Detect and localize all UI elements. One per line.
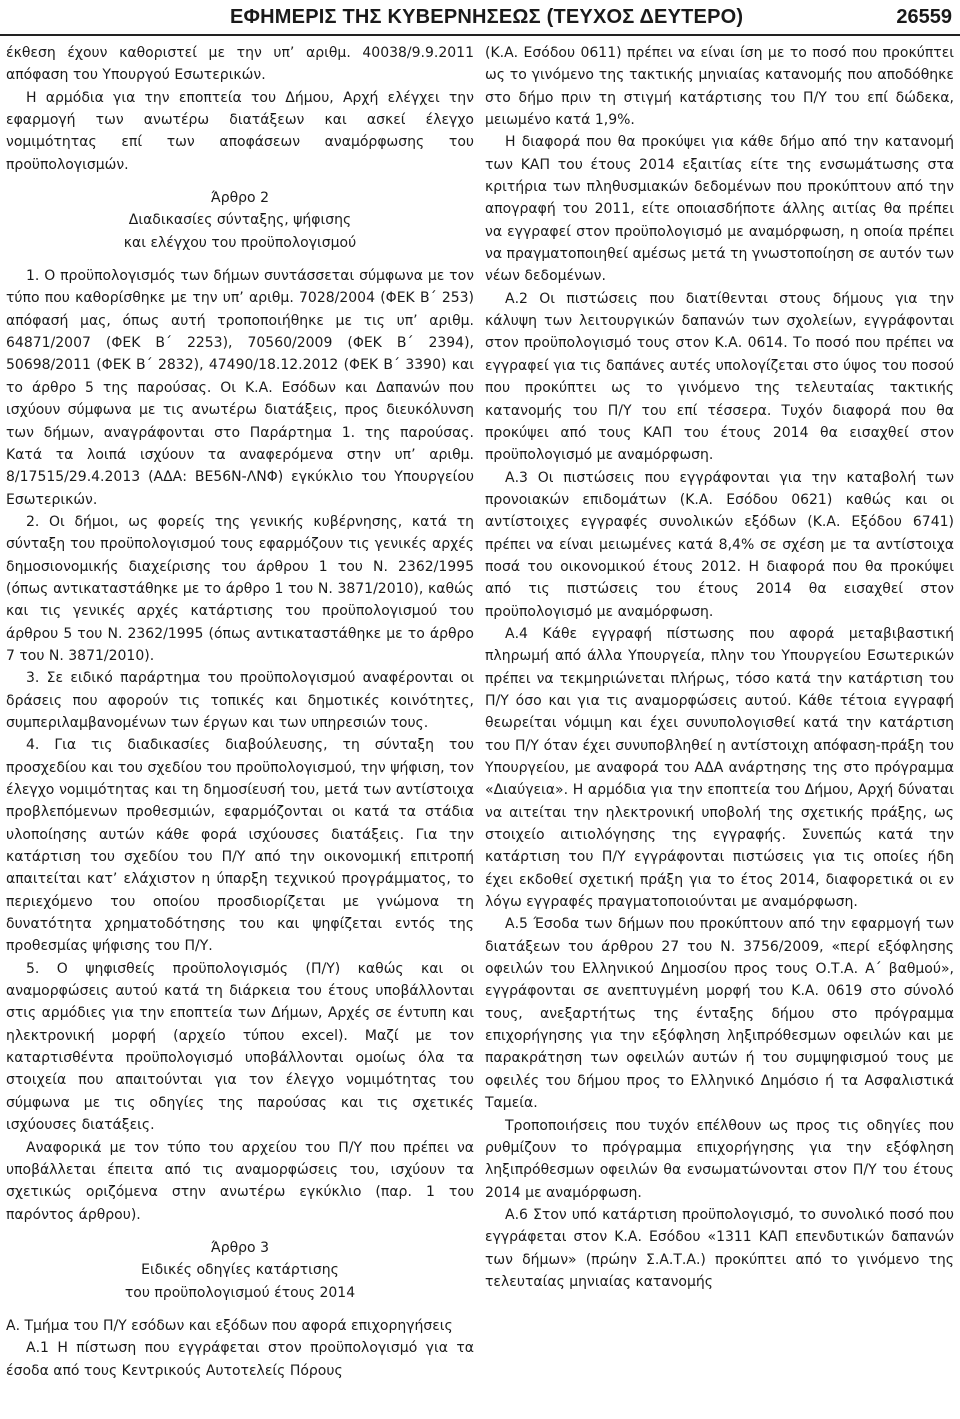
article-title: Διαδικασίες σύνταξης, ψήφισης [128,212,352,229]
article-heading: Άρθρο 3 [211,1239,269,1256]
paragraph: 2. Οι δήμοι, ως φορείς της γενικής κυβέρνησης, κατά τη σύνταξη του προϋπολογισμού τους εφαρμόζουν τις γενικές αρχές δημοσιονομικής διαχείρισης του άρθρου 1 του Ν. 2362/1995 (όπως αντικαταστάθηκε με το άρθρο 1 του Ν. 3871/2010), καθώς και τις γενικές αρχές κατάρτισης του προϋπολογισμού του άρθρου 5 του Ν. 2362/1995 (όπως αντικαταστάθηκε με το άρθρο 7 του Ν. 3871/2010). [6,513,474,664]
paragraph: Α.4 Κάθε εγγραφή πίστωσης που αφορά μεταβιβαστική πληρωμή από άλλα Υπουργεία, πλην του Υπουργείου Εσωτερικών πρέπει να τεκμηριώνεται πλήρως, τόσο κατά την κατάρτιση του Π/Υ όσο και για τις αναμορφώσεις αυτού. Κάθε τέτοια εγγραφή θεωρείται νόμιμη και έχει συνυπολογισθεί κατά την κατάρτιση του Π/Υ όταν έχει συνυποβληθεί η αντίστοιχη απόφαση-πράξη του Υπουργείου, με αναφορά του ΑΔΑ ανάρτησης της στο πρόγραμμα «Διαύγεια». Η αρμόδια για την εποπτεία του Δήμου, Αρχή δύναται να αιτείται την ηλεκτρονική υποβολή της σχετικής πράξης, ως στοιχείο αιτιολόγησης της εγγραφής. Συνεπώς κατά την κατάρτιση του Π/Υ εγγράφονται πιστώσεις για τις οποίες ήδη έχει εκδοθεί σχετική πράξη για το έτος 2014, διαφορετικά οι εν λόγω εγγραφές πραγματοποιούνται με αναμόρφωση. [485,625,954,911]
left-column [6,42,474,1382]
paragraph: Α.3 Οι πιστώσεις που εγγράφονται για την καταβολή των προνοιακών επιδομάτων (Κ.Α. Εσόδου 0621) καθώς και οι αντίστοιχες εγγραφές συνολικών εξόδων (Κ.Α. Εξόδου 6741) πρέπει να είναι μειωμένες κατά 8,4% σε σχέση με τα αντίστοιχα ποσά του οικονομικού έτους 2012. Η διαφορά που θα προκύψει από τις πιστώσεις του έτους 2014 θα εισαχθεί στον προϋπολογισμό με αναμόρφωση. [485,469,954,620]
gazette-title: ΕΦΗΜΕΡΙΣ ΤΗΣ ΚΥΒΕΡΝΗΣΕΩΣ (ΤΕΥΧΟΣ ΔΕΥΤΕΡΟ) [230,6,744,28]
paragraph: 3. Σε ειδικό παράρτημα του προϋπολογισμού αναφέρονται οι δράσεις που αφορούν τις τοπικές και δημοτικές κοινότητες, συμπεριλαμβανομένων των έργων και των υπηρεσιών τους. [6,670,474,731]
page-header [0,0,960,36]
paragraph: 5. Ο ψηφισθείς προϋπολογισμός (Π/Υ) καθώς και οι αναμορφώσεις αυτού κατά τη διάρκεια του έτους υποβάλλονται στις αρμόδιες για την εποπτεία των Δήμων, Αρχές σε έντυπη και ηλεκτρονική μορφή (αρχείο τύπου excel). Μαζί με τον καταρτισθέντα προϋπολογισμό υποβάλλονται ομοίως όλα τα στοιχεία που απαιτούνται για τον έλεγχο νομιμότητας του σύμφωνα με τις οδηγίες της παρούσας και τις σχετικές ισχύουσες διατάξεις. [6,960,474,1134]
paragraph: Α.1 Η πίστωση που εγγράφεται στον προϋπολογισμό για τα έσοδα από τους Κεντρικούς Αυτοτελείς Πόρους [6,1340,474,1379]
page-number: 26559 [896,6,952,28]
paragraph: Α.5 Έσοδα των δήμων που προκύπτουν από την εφαρμογή των διατάξεων του άρθρου 27 του Ν. 3756/2009, «περί εξόφλησης οφειλών του Ελληνικού Δημοσίου προς τους Ο.Τ.Α. Α΄ βαθμού», εγγράφονται σε ανεπτυγμένη μορφή του Κ.Α. 0619 στο σύνολό τους, ανεξαρτήτως της ένταξης δήμου στο πρόγραμμα επιχορήγησης για την εξόφληση ληξιπρόθεσμων οφειλών και με παρακράτηση των οφειλών αυτών ή του συμψηφισμού τους με οφειλές του δήμου προς το Ελληνικό Δημόσιο ή τα Ασφαλιστικά Ταμεία. [485,916,954,1112]
paragraph: Τροποποιήσεις που τυχόν επέλθουν ως προς τις οδηγίες που ρυθμίζουν το πρόγραμμα επιχορήγησης για την εξόφληση ληξιπρόθεσμων οφειλών θα ενσωματώνονται στον Π/Υ του έτους 2014 με αναμόρφωση. [485,1117,954,1201]
article-title: Ειδικές οδηγίες κατάρτισης [141,1262,339,1279]
paragraph: Η διαφορά που θα προκύψει για κάθε δήμο από την κατανομή των ΚΑΠ του έτους 2014 εξαιτίας είτε της ενσωμάτωσης στα κριτήρια των πληθυσμιακών δεδομένων που προκύπτουν από την απογραφή του 2011, είτε οποιασδήποτε άλλης αιτίας θα πρέπει να εγγραφεί στον προϋπολογισμό με αναμόρφωση, η οποία πρέπει να πραγματοποιηθεί αμέσως μετά τη γνωστοποίηση σε αυτόν των νέων δεδομένων. [485,134,954,285]
header-rule [0,34,960,36]
paragraph: Η αρμόδια για την εποπτεία του Δήμου, Αρχή ελέγχει την εφαρμογή των ανωτέρω διατάξεων και ασκεί έλεγχο νομιμότητας επί των αποφάσεων αναμόρφωσης του προϋπολογισμών. [6,89,474,173]
paragraph: Α.2 Οι πιστώσεις που διατίθενται στους δήμους για την κάλυψη των λειτουργικών δαπανών των σχολείων, εγγράφονται στον προϋπολογισμό τους στον Κ.Α. 0614. Το ποσό που πρέπει να εγγραφεί για τις δαπάνες αυτές υπολογίζεται στο ύψος του ποσού που προκύπτει ως το γινόμενο της τελευταίας τακτικής κατανομής του Π/Υ του επί τέσσερα. Τυχόν διαφορά που θα προκύψει από τους ΚΑΠ του έτους 2014 θα εισαχθεί στον προϋπολογισμό με αναμόρφωση. [485,290,954,464]
article-heading: Άρθρο 2 [211,190,269,207]
paragraph: Α. Τμήμα του Π/Υ εσόδων και εξόδων που αφορά επιχορηγήσεις [6,1317,453,1334]
article-title: του προϋπολογισμού έτους 2014 [124,1284,356,1301]
paragraph: Αναφορικά με τον τύπο του αρχείου του Π/Υ που πρέπει να υποβάλλεται έπειτα από τις αναμορφώσεις του, ισχύουν τα σχετικώς οριζόμενα στην ανωτέρω εγκύκλιο (παρ. 1 του παρόντος άρθρου). [6,1139,474,1223]
article-title: και ελέγχου του προϋπολογισμού [123,234,357,251]
paragraph: 4. Για τις διαδικασίες διαβούλευσης, τη σύνταξη του προσχεδίου και του σχεδίου του προϋπολογισμού, την ψήφιση, τον έλεγχο νομιμότητας και τη δημοσίευσή του, μετά των αντίστοιχα προβλεπόμενων προθεσμιών, εφαρμόζονται οι κατά τα στάδια υλοποίησης αυτών κάθε φορά ισχύουσες διατάξεις. Για την κατάρτιση του σχεδίου του Π/Υ από την οικονομική επιτροπή απαιτείται κατ’ ελάχιστον η ύπαρξη τεχνικού προγράμματος, το περιεχόμενο του οποίου προσδιορίζεται με γνώμονα τη δυνατότητα χρηματοδότησης του και ψηφίζεται εντός της προθεσμίας ψήφισης του Π/Υ. [6,737,474,955]
paragraph: 1. Ο προϋπολογισμός των δήμων συντάσσεται σύμφωνα με τον τύπο που καθορίσθηκε με την υπ’ αριθμ. 7028/2004 (ΦΕΚ Β΄ 253) απόφασή μας, όπως αυτή τροποποιήθηκε με τις υπ’ αριθμ. 64871/2007 (ΦΕΚ Β΄ 2253), 70560/2009 (ΦΕΚ Β΄ 2394), 50698/2011 (ΦΕΚ Β΄ 2832), 47490/18.12.2012 (ΦΕΚ Β΄ 3390) και το άρθρο 5 της παρούσας. Οι Κ.Α. Εσόδων και Δαπανών που ισχύουν σύμφωνα με τις ανωτέρω διατάξεις, προς διευκόλυνση των δήμων, αναγράφονται στο Παράρτημα 1. της παρούσας. Κατά τα λοιπά ισχύουν τα αναφερόμενα στην υπ’ αριθμ. 8/17515/29.4.2013 (ΑΔΑ: ΒΕ56Ν-ΛΝΦ) εγκύκλιο του Υπουργείου Εσωτερικών. [6,268,474,508]
paragraph: Α.6 Στον υπό κατάρτιση προϋπολογισμό, το συνολικό ποσό που εγγράφεται στον Κ.Α. Εσόδου «1311 ΚΑΠ επενδυτικών δαπανών των δήμων» (πρώην Σ.Α.Τ.Α.) προκύπτει από το γινόμενο της τελευταίας μηνιαίας κατανομής [485,1206,954,1290]
paragraph: έκθεση έχουν καθοριστεί με την υπ’ αριθμ. 40038/9.9.2011 απόφαση του Υπουργού Εσωτερικών. [6,45,474,84]
right-column [485,42,954,1293]
paragraph: (Κ.Α. Εσόδου 0611) πρέπει να είναι ίση με το ποσό που προκύπτει ως το γινόμενο της τακτικής μηνιαίας κατανομής που αποδόθηκε στο δήμο πριν τη στιγμή κατάρτισης του Π/Υ του επί δώδεκα, μειωμένο κατά 1,9%. [485,45,954,129]
